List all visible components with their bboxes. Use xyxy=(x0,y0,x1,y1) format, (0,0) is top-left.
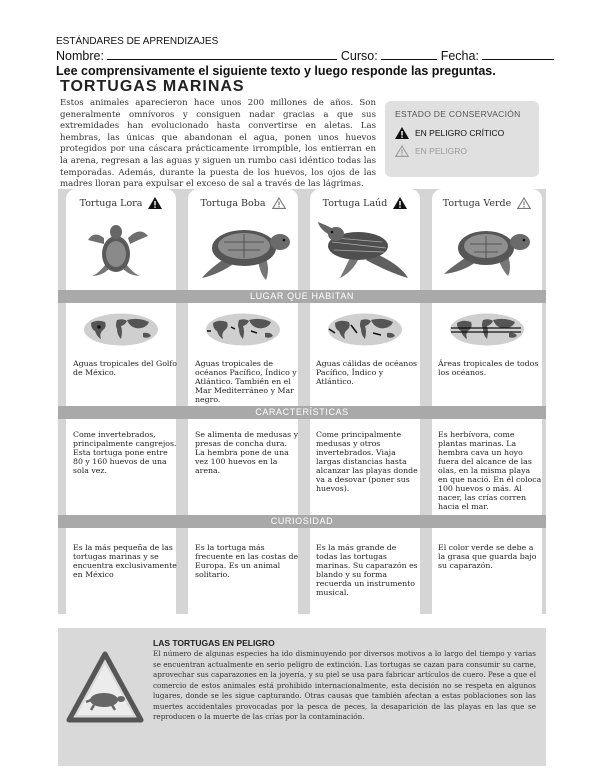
conservation-legend xyxy=(385,101,539,177)
world-map-icon xyxy=(205,313,281,346)
world-map-icon xyxy=(449,313,525,346)
critical-warning-icon xyxy=(393,197,407,209)
turtle-name-text: Tortuga Verde xyxy=(442,197,512,209)
habitat-boba: Aguas tropicales de océanos Pacífico, Índico y Atlántico. También en el Mar Mediterráneo y Mar negro. xyxy=(195,359,297,404)
curiosity-boba: Es la tortuga más frecuente en las costas de Europa. Es un animal solitario. xyxy=(195,543,299,579)
page-title: TORTUGAS MARINAS xyxy=(60,78,245,95)
warning-filled-icon xyxy=(395,127,409,139)
intro-paragraph: Estos animales aparecieron hace unos 200 millones de años. Son generalmente omnívoros y consiguen nadar gracias a que sus extremidades han evolucionado hasta convertirse en aletas. Las hembras, las únicas que abandonan el agua, ponen unos huevos protegidos por una cáscara prácticamente irrompible, los entierran en la arena, regresan a las aguas y siguen un rumbo casi idéntico todas las temporadas. Además, durante la puesta de los huevos, los ojos de las madres lloran para expulsar el exceso de sal a través de las lágrimas. xyxy=(60,98,376,190)
section-curiosity-header: CURIOSIDAD xyxy=(58,515,546,528)
legend-critical-label: EN PELIGRO CRÍTICO xyxy=(415,128,505,138)
curiosity-laud: Es la más grande de todas las tortugas marinas. Su caparazón es blando y su forma recuerda un instrumento musical. xyxy=(316,543,418,597)
features-verde: Es herbívora, come plantas marinas. La hembra cava un hoyo fuera del alcance de las olas, en la misma playa en que nació. En él coloca 100 huevos o más. Al nacer, las crías corren hacia el mar. xyxy=(438,430,542,511)
turtle-name-lora xyxy=(66,197,176,209)
turtle-laud-illustration xyxy=(310,212,420,284)
name-field[interactable] xyxy=(107,49,337,60)
student-info-line xyxy=(56,49,554,63)
habitat-laud: Aguas cálidas de océanos Pacífico, Índico y Atlántico. xyxy=(316,359,418,386)
critical-warning-icon xyxy=(148,197,162,209)
turtle-name-text: Tortuga Lora xyxy=(79,197,143,209)
turtle-verde-illustration xyxy=(432,212,542,284)
features-boba: Se alimenta de medusas y presas de concha dura. La hembra pone de una vez 100 huevos en la arena. xyxy=(195,430,298,475)
date-label: Fecha: xyxy=(440,49,479,63)
danger-text: El número de algunas especies ha ido disminuyendo por diversos motivos a lo largo del tiempo y varias se encuentran actualmente en serio peligro de extinción. Las tortugas se cazan para consumir su carne, aprovechar sus caparazones en la joyería, y su piel se usa para fabricar artículos de cuero. Pese a que el comercio de estos animales está prohibido internacionalmente, esta decisión no se respeta en algunos lugares, donde se les sigue capturando. Otras causas que también afectan a estas poblaciones son las muertes accidentales provocadas por la pesca de peces, la desaparición de las playas en las que se reproducen o la muerte de las crías por la contaminación. xyxy=(153,649,536,721)
turtle-name-verde xyxy=(432,197,542,209)
danger-title: LAS TORTUGAS EN PELIGRO xyxy=(153,638,275,648)
curiosity-lora: Es la más pequeña de las tortugas marinas y se encuentra exclusivamente en México xyxy=(73,543,177,579)
legend-critical xyxy=(395,127,529,139)
date-field[interactable] xyxy=(482,49,554,60)
features-laud: Come principalmente medusas y otros invertebrados. Viaja largas distancias hasta alcanzar las playas donde va a desovar (poner sus huevos). xyxy=(316,430,418,493)
legend-endangered xyxy=(395,145,529,157)
legend-endangered-label: EN PELIGRO xyxy=(415,146,467,156)
world-map-icon xyxy=(83,313,159,346)
features-lora: Come invertebrados, principalmente cangrejos. Esta tortuga pone entre 80 y 160 huevos de una sola vez. xyxy=(73,430,177,475)
turtle-name-laud xyxy=(310,197,420,209)
instruction: Lee comprensivamente el siguiente texto y luego responde las preguntas. xyxy=(56,64,496,78)
course-label: Curso: xyxy=(340,49,378,63)
conservation-legend-title: ESTADO DE CONSERVACIÓN xyxy=(395,109,521,119)
section-features-header: CARACTERÍSTICAS xyxy=(58,406,546,419)
endangered-warning-icon xyxy=(272,197,286,209)
name-label: Nombre: xyxy=(56,49,104,63)
curiosity-verde: El color verde se debe a la grasa que guarda bajo su caparazón. xyxy=(438,543,537,570)
habitat-verde: Áreas tropicales de todos los océanos. xyxy=(438,359,539,377)
turtle-name-text: Tortuga Boba xyxy=(200,197,266,209)
turtle-name-boba xyxy=(188,197,298,209)
world-map-icon xyxy=(327,313,403,346)
turtle-lora-illustration xyxy=(66,212,176,284)
section-habitat-header: LUGAR QUE HABITAN xyxy=(58,290,546,303)
turtle-name-text: Tortuga Laúd xyxy=(322,197,388,209)
standards-heading: ESTÁNDARES DE APRENDIZAJES xyxy=(56,36,219,47)
course-field[interactable] xyxy=(381,49,437,60)
turtle-warning-sign-icon xyxy=(66,650,144,728)
turtle-boba-illustration xyxy=(188,212,298,284)
habitat-lora: Aguas tropicales del Golfo de México. xyxy=(73,359,177,377)
warning-outline-icon xyxy=(395,145,409,157)
endangered-warning-icon xyxy=(517,197,531,209)
